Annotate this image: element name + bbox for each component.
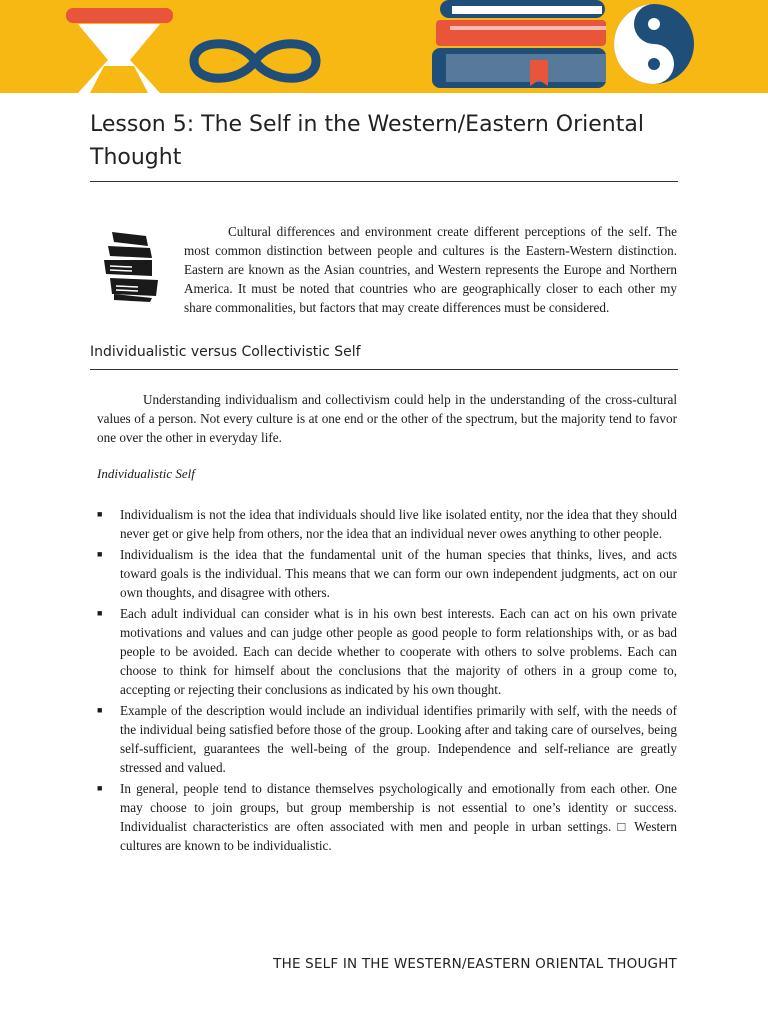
bullet-text: Individualism is the idea that the fundamental unit of the human species that thinks, lives, and acts toward goals is the individual. This means that we can form our own independent judgments, act on our own thoughts, and disagree with others. [120,547,677,600]
title-divider [90,181,678,182]
bullet-marker: ■ [97,705,103,715]
yin-yang-icon [614,4,694,84]
section-divider [90,369,678,370]
section-paragraph-text: Understanding individualism and collectivism could help in the understanding of the cross-cultural values of a person. Not every culture is at one end or the other of the spectrum, but the majority tend to favor one over the other in everyday life. [97,392,677,445]
hourglass-icon [66,8,173,93]
infinity-icon [194,44,316,79]
banner-graphics [0,0,768,93]
header-banner [0,0,768,93]
intro-paragraph [184,222,677,317]
bullet-marker: ■ [97,509,103,519]
list-item [97,604,677,699]
section-paragraph [97,390,677,447]
section-heading: Individualistic versus Collectivistic Self [90,344,361,360]
bullet-marker: ■ [97,783,103,793]
list-item [97,545,677,602]
books-icon [102,230,160,307]
list-item [97,505,677,543]
bullet-text: Each adult individual can consider what is in his own best interests. Each can act on his own private motivations and values and can judge other people as good people to form relationships with, or as bad people to be avoided. Each can decide whether to cooperate with others to solve problems. Each can choose to think for himself about the conclusions that the majority of others in a group come to, accepting or rejecting their conclusions as indicated by his own thought. [120,606,677,697]
book-stack-icon [432,0,606,88]
page-title: Lesson 5: The Self in the Western/Eastern Oriental Thought [90,112,644,170]
subsection-label: Individualistic Self [97,466,195,481]
bullet-marker: ■ [97,549,103,559]
bullet-text: Example of the description would include an individual identifies primarily with self, with the needs of the individual being satisfied before those of the group. Looking after and taking care of ourselves, being self-sufficient, guarantees the well-being of the group. Independence and self-reliance are greatly stressed and valued. [120,703,677,775]
page-footer: THE SELF IN THE WESTERN/EASTERN ORIENTAL THOUGHT [273,956,677,972]
bullet-list [97,505,677,857]
bullet-text: In general, people tend to distance themselves psychologically and emotionally from each other. One may choose to join groups, but group membership is not essential to one’s identity or success. Individualist characteristics are often associated with men and people in urban settings. □ Western cultures are known to be individualistic. [120,781,677,853]
intro-text: Cultural differences and environment create different perceptions of the self. The most common distinction between people and cultures is the Eastern-Western distinction. Eastern are known as the Asian countries, and Western represents the Europe and Northern America. It must be noted that countries who are geographically closer to each other my share commonalities, but factors that may create differences must be considered. [184,224,677,315]
bullet-text: Individualism is not the idea that individuals should live like isolated entity, nor the idea that they should never get or give help from others, nor the idea that an individual never owes anything to other people. [120,507,677,541]
list-item [97,701,677,777]
list-item [97,779,677,855]
bullet-marker: ■ [97,608,103,618]
